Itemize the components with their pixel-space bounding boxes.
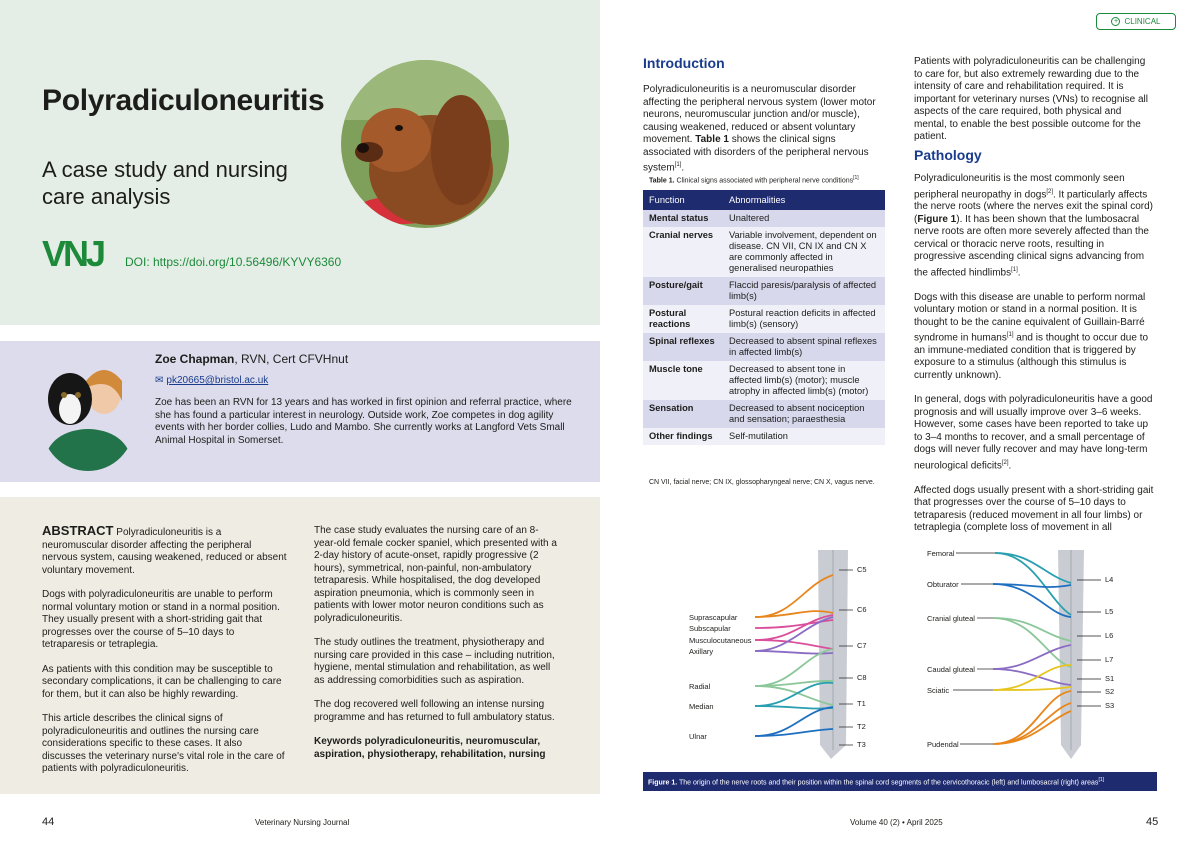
article-title: Polyradiculoneuritis xyxy=(42,84,325,117)
table-row: Other findings Self-mutilation xyxy=(643,428,885,445)
nerve-label: Median xyxy=(689,702,714,711)
abstract-paragraph: As patients with this condition may be susceptible to secondary complications, it can be challenging to care for them, but it can also be highly rewarding. xyxy=(42,663,282,700)
plus-circle-icon: + xyxy=(1111,17,1120,26)
cover-photo-dog xyxy=(341,60,509,228)
segment-label: L7 xyxy=(1105,655,1114,664)
segment-label: T3 xyxy=(857,740,866,749)
table-header: Function xyxy=(643,190,723,210)
segment-label: C6 xyxy=(857,605,867,614)
abstract-paragraph: The case study evaluates the nursing care of an 8-year-old female cocker spaniel, which presented with a 2-day history of acute-onset, rapidly progressive (2 hours), symmetrical, non-painful, non-ambulatory tetraparesis. While hospitalised, the dog developed aspiration pneumonia, which is commonly seen in patients with lower motor neuron conditions such as polyradiculoneuritis. xyxy=(314,525,557,624)
article-subtitle: A case study and nursing care analysis xyxy=(42,157,288,209)
intro-text: Polyradiculoneuritis is a neuromuscular disorder affecting the peripheral nervous system (lower motor neurons, neuromuscular junction and/or muscle), causing weakened, reduced or absent voluntary movement. Table 1 shows the clinical signs associated with disorders of the peripheral nervous system[1]. xyxy=(643,84,876,174)
nerve-label: Musculocutaneous xyxy=(689,636,752,645)
clinical-badge: + CLINICAL xyxy=(1096,13,1176,30)
vnj-logo xyxy=(42,236,112,270)
author-name: Zoe Chapman, RVN, Cert CFVHnut xyxy=(155,352,349,366)
clinical-signs-table xyxy=(643,190,885,445)
table-row: Spinal reflexes Decreased to absent spinal reflexes in affected limb(s) xyxy=(643,333,885,361)
keywords: Keywords polyradiculoneuritis, neuromuscular, aspiration, physiotherapy, rehabilitation, nursing xyxy=(314,736,546,760)
nerve-label: Subscapular xyxy=(689,624,731,633)
segment-label: T2 xyxy=(857,722,866,731)
page-number-left: 44 xyxy=(42,816,55,828)
author-photo xyxy=(42,341,134,471)
pathology-heading: Pathology xyxy=(914,147,982,163)
figure-caption: Figure 1. The origin of the nerve roots and their position within the spinal cord segments of the cervicothoracic (left) and lumbosacral (right) areas[1] xyxy=(643,772,1157,791)
segment-label: L6 xyxy=(1105,631,1114,640)
abstract-paragraph: This article describes the clinical signs of polyradiculoneuritis and outlines the nursing care considerations specific to these cases. It also discusses the veterinary nurse's vital role in the care of patients with polyradiculoneuritis. xyxy=(42,713,285,774)
segment-label: C8 xyxy=(857,673,867,682)
abstract-column-2 xyxy=(314,525,559,773)
nerve-label: Ulnar xyxy=(689,732,707,741)
segment-label: S3 xyxy=(1105,701,1115,710)
segment-label: S2 xyxy=(1105,687,1115,696)
abstract-column-1: ABSTRACT Polyradiculoneuritis is a neuromuscular disorder affecting the peripheral nervous system, causing weakened, reduced or absent voluntary movement. Dogs with polyradiculoneuritis are unable to perform normal voluntary motion or stand in a normal position. They usually present with a short-striding gait that progresses over the course of 5–10 days to tetraparesis or tetraplegia. As patients with this condition may be susceptible to secondary complications, it can be challenging to care for them, but it can also be highly rewarding. This article describes the clinical signs of polyradiculoneuritis and outlines the nursing care considerations specific to these cases. It also discusses the veterinary nurse's vital role in the care of patients with polyradiculoneuritis. xyxy=(42,523,287,774)
segment-label: S1 xyxy=(1105,674,1115,683)
abstract-paragraph: The study outlines the treatment, physiotherapy and nursing care provided in this case – including nutrition, hygiene, mental stimulation and rehabilitation, as well as addressing comorbidities such as aspiration. xyxy=(314,637,555,686)
mail-icon: ✉ xyxy=(155,375,164,386)
volume-date: Volume 40 (2) • April 2025 xyxy=(850,818,943,827)
intro-heading: Introduction xyxy=(643,55,725,71)
nerve-label: Radial xyxy=(689,682,711,691)
nerve-label: Femoral xyxy=(927,549,955,558)
nerve-label: Sciatic xyxy=(927,686,950,695)
table-row: Postural reactions Postural reaction deficits in affected limb(s) (sensory) xyxy=(643,305,885,333)
segment-label: C5 xyxy=(857,565,867,574)
table-row: Posture/gait Flaccid paresis/paralysis of affected limb(s) xyxy=(643,277,885,305)
table-row: Sensation Decreased to absent nociception and sensation; paraesthesia xyxy=(643,400,885,428)
page-number-right: 45 xyxy=(1146,816,1159,828)
author-bio: Zoe has been an RVN for 13 years and has worked in first opinion and referral practice, where she has found a particular interest in neurology. Outside work, Zoe competes in dog agility events with her border collies, Ludo and Mambo. She currently works at Langford Vets Small Animal Hospital in Somerset. xyxy=(155,397,572,446)
segment-label: L4 xyxy=(1105,575,1114,584)
right-intro-text: Patients with polyradiculoneuritis can be challenging to care for, but also extremely rewarding due to the intensity of care and rehabilitation required. It is important for veterinary nurses (VNs) to recognise all aspects of the care required, both physical and mental, to enable the best possible outcome for the patient. xyxy=(914,56,1148,142)
nerve-label: Axillary xyxy=(689,647,714,656)
segment-label: L5 xyxy=(1105,607,1114,616)
nerve-label: Caudal gluteal xyxy=(927,665,975,674)
abstract-paragraph: Dogs with polyradiculoneuritis are unable to perform normal voluntary motion or stand in a normal position. They usually present with a short-striding gait that progresses over the course of 5–10 days to tetraparesis or tetraplegia. xyxy=(42,589,280,650)
journal-name: Veterinary Nursing Journal xyxy=(255,818,350,827)
table-header: Abnormalities xyxy=(723,190,885,210)
nerve-root-figure xyxy=(643,545,1157,759)
doi-link[interactable]: DOI: https://doi.org/10.56496/KYVY6360 xyxy=(125,255,342,269)
table-caption: Table 1. Clinical signs associated with peripheral nerve conditions[1] xyxy=(649,175,859,185)
nerve-label: Suprascapular xyxy=(689,613,738,622)
table-row: Cranial nerves Variable involvement, dependent on disease. CN VII, CN IX and CN X are commonly affected in generalised neuropathies xyxy=(643,227,885,277)
vnj-logo-text: VNJ xyxy=(42,236,104,270)
segment-label: T1 xyxy=(857,699,866,708)
table-row: Mental status Unaltered xyxy=(643,210,885,227)
table-row: Muscle tone Decreased to absent tone in affected limb(s) (motor); muscle atrophy in affected limb(s) (motor) xyxy=(643,361,885,400)
segment-label: C7 xyxy=(857,641,867,650)
pathology-text: Polyradiculoneuritis is the most commonly seen peripheral neuropathy in dogs[2]. It particularly affects the nerve roots (where the nerves exit the spinal cord) (Figure 1). It has been shown that the lumbosacral nerve roots are often more severely affected than the cervical or thoracic nerve roots, resulting in progressive ascending clinical signs advancing from the affected hindlimbs[1]. Dogs with this disease are unable to perform normal voluntary motion or stand in a normal position. It is thought to be the canine equivalent of Guillain-Barré syndrome in humans[1] and is thought to occur due to an immune-mediated condition that is triggered by exposure to a stimulus (although this stimulus is currently unknown). In general, dogs with polyradiculoneuritis have a good prognosis and will usually improve over 3–6 weeks. However, some cases have been reported to take up to 3–4 months to recover, and a small percentage of dogs will never fully recover and may have long-term neurological deficits[2]. Affected dogs usually present with a short-striding gait that progresses over the course of 5–10 days to tetraparesis (reduced movement in all four limbs) or tetraplegia (complete loss of movement in all xyxy=(914,173,1154,534)
author-email-link[interactable]: ✉ pk20665@bristol.ac.uk xyxy=(155,375,269,386)
nerve-label: Pudendal xyxy=(927,740,959,749)
nerve-label: Cranial gluteal xyxy=(927,614,975,623)
abstract-heading: ABSTRACT xyxy=(42,523,114,538)
nerve-label: Obturator xyxy=(927,580,959,589)
abstract-paragraph: The dog recovered well following an intense nursing programme and has returned to full ambulatory status. xyxy=(314,699,555,723)
table-footnote: CN VII, facial nerve; CN IX, glossopharyngeal nerve; CN X, vagus nerve. xyxy=(649,479,875,486)
